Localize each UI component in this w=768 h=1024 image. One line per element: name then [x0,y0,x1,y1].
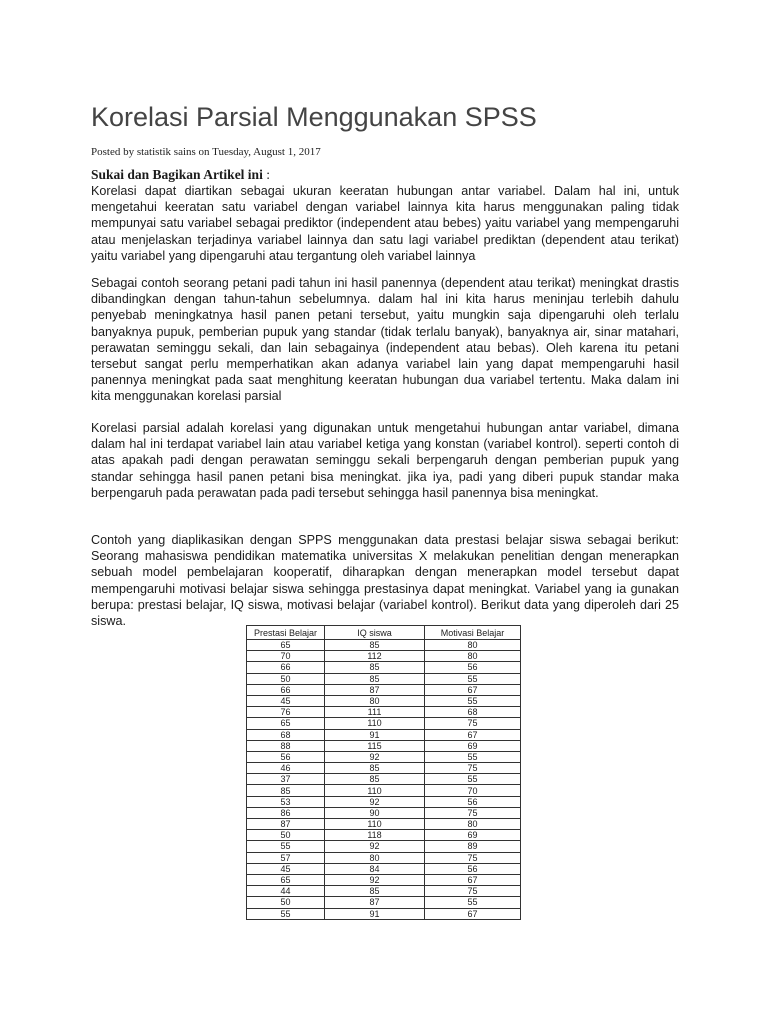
table-cell: 87 [325,897,425,908]
article-title: Korelasi Parsial Menggunakan SPSS [91,102,537,132]
table-row [247,695,521,706]
table-row [247,718,521,729]
table-cell: 80 [325,695,425,706]
table-cell: 56 [425,662,521,673]
table-cell: 91 [325,908,425,919]
table-cell: 55 [425,774,521,785]
table-cell: 45 [247,863,325,874]
table-cell: 92 [325,874,425,885]
share-label[interactable]: Sukai dan Bagikan Artikel ini [91,167,263,182]
table-cell: 57 [247,852,325,863]
table-row [247,863,521,874]
table-header-row [247,626,521,640]
table-cell: 89 [425,841,521,852]
table-cell: 55 [425,673,521,684]
table-cell: 75 [425,852,521,863]
table-cell: 55 [425,751,521,762]
table-cell: 75 [425,718,521,729]
table-cell: 67 [425,874,521,885]
table-cell: 66 [247,662,325,673]
table-cell: 75 [425,886,521,897]
table-cell: 55 [247,841,325,852]
table-row [247,886,521,897]
table-body [247,640,521,920]
table-row [247,662,521,673]
paragraph: Korelasi parsial adalah korelasi yang digunakan untuk mengetahui hubungan antar variabel, dimana dalam hal ini terdapat variabel lain atau variabel ketiga yang konstan (variabel kontrol). seperti contoh di atas apakah padi dengan perawatan seminggu sekali berpengaruh dengan pemberian pupuk yang standar sehingga hasil panen petani bisa meningkat. jika iya, padi yang diberi pupuk standar maka berpengaruh pada perawatan pada padi tersebut sehingga hasil panennya bisa meningkat. [91,421,679,500]
share-heading [91,167,270,183]
table-cell: 85 [325,673,425,684]
table-row [247,751,521,762]
table-cell: 45 [247,695,325,706]
table-cell: 67 [425,908,521,919]
table-row [247,740,521,751]
table-cell: 80 [425,640,521,651]
table-row [247,640,521,651]
data-table [246,625,521,920]
table-cell: 68 [425,707,521,718]
table-row [247,807,521,818]
table-cell: 44 [247,886,325,897]
table-row [247,796,521,807]
table-cell: 110 [325,785,425,796]
table-row [247,684,521,695]
paragraph: Sebagai contoh seorang petani padi tahun ini hasil panennya (dependent atau terikat) meningkat drastis dibandingkan dengan tahun-tahun sebelumnya. dalam hal ini kita harus meninjau terlebih dahulu penyebab meningkatnya hasil panen petani tersebut, yaitu mungkin saja dipengaruhi oleh terlalu banyaknya pupuk, pemberian pupuk yang standar (tidak terlalu banyak), banyaknya air, sinar matahari, perawatan seminggu sekali, dan lain sebagainya (independent atau bebas). Oleh karena itu petani tersebut sangat perlu memperhatikan akan adanya variabel lain yang dapat mempengaruhi hasil panennya meningkat pada saat menghitung keeratan hubungan dua variabel tertentu. Maka dalam ini kita menggunakan korelasi parsial [91,276,679,404]
post-meta: Posted by statistik sains on Tuesday, August 1, 2017 [91,146,321,158]
table-cell: 112 [325,651,425,662]
table-cell: 67 [425,729,521,740]
table-row [247,897,521,908]
table-cell: 37 [247,774,325,785]
table-cell: 85 [325,774,425,785]
table-cell: 70 [425,785,521,796]
table-cell: 65 [247,874,325,885]
table-cell: 53 [247,796,325,807]
table-cell: 55 [425,695,521,706]
table-row [247,785,521,796]
paragraph: Contoh yang diaplikasikan dengan SPPS menggunakan data prestasi belajar siswa sebagai berikut: Seorang mahasiswa pendidikan matematika universitas X melakukan penelitian dengan menerapkan sebuah model pembelajaran kooperatif, diharapkan dengan menerapkan model tersebut dapat mempengaruhi motivasi belajar siswa sehingga prestasinya dapat meningkat. Variabel yang ia gunakan berupa: prestasi belajar, IQ siswa, motivasi belajar (variabel kontrol). Berikut data yang diperoleh dari 25 siswa. [91,533,679,629]
table-cell: 85 [325,763,425,774]
table-cell: 85 [247,785,325,796]
table-cell: 68 [247,729,325,740]
table-row [247,841,521,852]
table-cell: 88 [247,740,325,751]
table-cell: 92 [325,841,425,852]
table-row [247,673,521,684]
table-cell: 110 [325,819,425,830]
table-cell: 66 [247,684,325,695]
table-cell: 87 [325,684,425,695]
table-cell: 56 [425,863,521,874]
table-cell: 80 [425,651,521,662]
table-cell: 87 [247,819,325,830]
table-cell: 111 [325,707,425,718]
table-cell: 65 [247,640,325,651]
table-cell: 92 [325,751,425,762]
table-cell: 115 [325,740,425,751]
table-cell: 55 [247,908,325,919]
table-cell: 67 [425,684,521,695]
table-cell: 55 [425,897,521,908]
table-cell: 56 [247,751,325,762]
table-cell: 91 [325,729,425,740]
table-cell: 75 [425,763,521,774]
column-header: IQ siswa [325,626,425,640]
table-row [247,908,521,919]
table-cell: 110 [325,718,425,729]
table-cell: 69 [425,830,521,841]
table-row [247,852,521,863]
table-cell: 70 [247,651,325,662]
table-cell: 65 [247,718,325,729]
paragraph: Korelasi dapat diartikan sebagai ukuran keeratan hubungan antar variabel. Dalam hal ini, untuk mengetahui keeratan satu variabel dengan variabel lainnya kita harus menggunakan paling tidak mempunyai satu variabel sebagai prediktor (independent atau bebes) yaitu variabel yang mempengaruhi atau menjelaskan terjadinya variabel lainnya dan satu lagi variabel prediktan (dependent atau terikat) yaitu variabel yang dipengaruhi atau tergantung oleh variabel lainnya [91,184,679,263]
table-cell: 50 [247,830,325,841]
table-cell: 118 [325,830,425,841]
table-row [247,651,521,662]
table-cell: 90 [325,807,425,818]
table-cell: 85 [325,886,425,897]
table-cell: 80 [425,819,521,830]
table-row [247,774,521,785]
table-cell: 86 [247,807,325,818]
table-cell: 69 [425,740,521,751]
table-row [247,707,521,718]
table-cell: 46 [247,763,325,774]
table-cell: 80 [325,852,425,863]
table-cell: 76 [247,707,325,718]
table-cell: 92 [325,796,425,807]
table-row [247,819,521,830]
table-row [247,830,521,841]
table-cell: 50 [247,673,325,684]
table-cell: 85 [325,640,425,651]
table-row [247,763,521,774]
column-header: Prestasi Belajar [247,626,325,640]
table-cell: 75 [425,807,521,818]
share-suffix: : [262,167,270,182]
column-header: Motivasi Belajar [425,626,521,640]
table-row [247,874,521,885]
table-cell: 84 [325,863,425,874]
table-row [247,729,521,740]
table-cell: 56 [425,796,521,807]
table-cell: 85 [325,662,425,673]
table-cell: 50 [247,897,325,908]
